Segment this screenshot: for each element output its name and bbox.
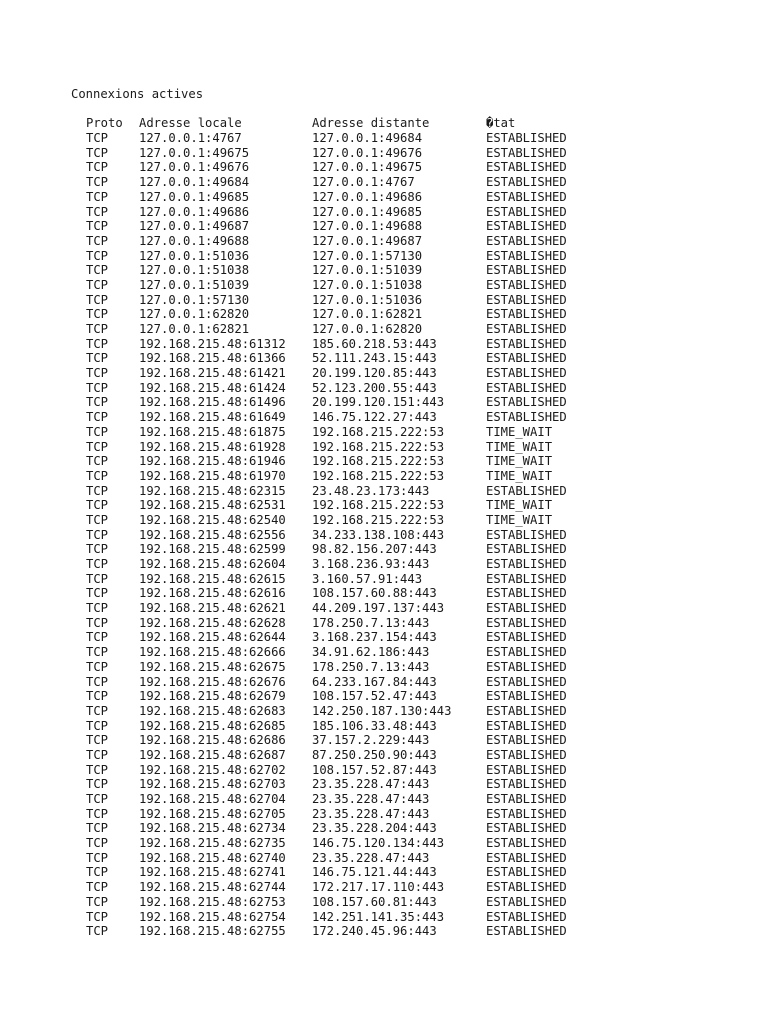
cell-proto: TCP <box>86 395 109 410</box>
cell-local-address: 192.168.215.48:62599 <box>139 542 286 557</box>
cell-remote-address: 146.75.120.134:443 <box>312 836 445 851</box>
cell-local-address: 127.0.0.1:62821 <box>139 322 250 337</box>
table-row <box>71 719 606 734</box>
cell-local-address: 127.0.0.1:51038 <box>139 263 250 278</box>
cell-state: ESTABLISHED <box>486 483 567 498</box>
connection-list <box>71 131 606 939</box>
cell-proto: TCP <box>86 336 109 351</box>
cell-state: ESTABLISHED <box>486 865 567 880</box>
table-row <box>71 704 606 719</box>
cell-remote-address: 108.157.52.47:443 <box>312 689 437 704</box>
cell-local-address: 192.168.215.48:62676 <box>139 674 286 689</box>
cell-state: ESTABLISHED <box>486 645 567 660</box>
cell-state: TIME_WAIT <box>486 498 553 513</box>
table-row <box>71 572 606 587</box>
cell-local-address: 192.168.215.48:62604 <box>139 557 286 572</box>
cell-remote-address: 127.0.0.1:51036 <box>312 292 423 307</box>
cell-remote-address: 127.0.0.1:49676 <box>312 145 423 160</box>
cell-state: ESTABLISHED <box>486 189 567 204</box>
cell-remote-address: 3.168.237.154:443 <box>312 630 437 645</box>
table-row <box>71 748 606 763</box>
table-row <box>71 263 606 278</box>
cell-remote-address: 192.168.215.222:53 <box>312 439 445 454</box>
cell-proto: TCP <box>86 483 109 498</box>
cell-local-address: 192.168.215.48:62744 <box>139 880 286 895</box>
table-row <box>71 234 606 249</box>
cell-state: ESTABLISHED <box>486 307 567 322</box>
table-row <box>71 131 606 146</box>
cell-local-address: 192.168.215.48:62540 <box>139 512 286 527</box>
cell-state: ESTABLISHED <box>486 380 567 395</box>
cell-proto: TCP <box>86 204 109 219</box>
cell-proto: TCP <box>86 703 109 718</box>
table-row <box>71 366 606 381</box>
table-row <box>71 792 606 807</box>
cell-state: ESTABLISHED <box>486 248 567 263</box>
cell-remote-address: 108.157.60.81:443 <box>312 894 437 909</box>
cell-state: ESTABLISHED <box>486 703 567 718</box>
table-row <box>71 219 606 234</box>
cell-local-address: 127.0.0.1:49685 <box>139 189 250 204</box>
cell-state: ESTABLISHED <box>486 586 567 601</box>
cell-local-address: 192.168.215.48:62666 <box>139 645 286 660</box>
table-row <box>71 146 606 161</box>
cell-proto: TCP <box>86 645 109 660</box>
cell-local-address: 192.168.215.48:62531 <box>139 498 286 513</box>
cell-local-address: 192.168.215.48:62679 <box>139 689 286 704</box>
cell-state: ESTABLISHED <box>486 821 567 836</box>
table-row <box>71 689 606 704</box>
cell-remote-address: 192.168.215.222:53 <box>312 454 445 469</box>
table-row <box>71 498 606 513</box>
cell-remote-address: 64.233.167.84:443 <box>312 674 437 689</box>
cell-local-address: 192.168.215.48:61421 <box>139 366 286 381</box>
cell-state: ESTABLISHED <box>486 395 567 410</box>
cell-proto: TCP <box>86 689 109 704</box>
cell-state: ESTABLISHED <box>486 747 567 762</box>
cell-state: ESTABLISHED <box>486 615 567 630</box>
netstat-output <box>71 87 606 939</box>
table-row <box>71 440 606 455</box>
table-row <box>71 454 606 469</box>
cell-state: ESTABLISHED <box>486 219 567 234</box>
cell-remote-address: 37.157.2.229:443 <box>312 733 430 748</box>
cell-state: ESTABLISHED <box>486 718 567 733</box>
cell-proto: TCP <box>86 542 109 557</box>
cell-remote-address: 108.157.52.87:443 <box>312 762 437 777</box>
table-row <box>71 777 606 792</box>
cell-proto: TCP <box>86 674 109 689</box>
table-row <box>71 616 606 631</box>
cell-local-address: 192.168.215.48:61970 <box>139 468 286 483</box>
cell-local-address: 192.168.215.48:62685 <box>139 718 286 733</box>
cell-proto: TCP <box>86 733 109 748</box>
cell-proto: TCP <box>86 307 109 322</box>
cell-remote-address: 192.168.215.222:53 <box>312 512 445 527</box>
cell-proto: TCP <box>86 277 109 292</box>
cell-remote-address: 185.60.218.53:443 <box>312 336 437 351</box>
cell-local-address: 192.168.215.48:62686 <box>139 733 286 748</box>
cell-local-address: 192.168.215.48:62621 <box>139 601 286 616</box>
cell-local-address: 127.0.0.1:4767 <box>139 131 242 146</box>
cell-remote-address: 178.250.7.13:443 <box>312 659 430 674</box>
cell-local-address: 192.168.215.48:61424 <box>139 380 286 395</box>
cell-state: ESTABLISHED <box>486 777 567 792</box>
table-row <box>71 410 606 425</box>
cell-state: ESTABLISHED <box>486 630 567 645</box>
cell-remote-address: 23.48.23.173:443 <box>312 483 430 498</box>
table-row <box>71 865 606 880</box>
cell-proto: TCP <box>86 792 109 807</box>
cell-state: ESTABLISHED <box>486 659 567 674</box>
cell-local-address: 127.0.0.1:49687 <box>139 219 250 234</box>
cell-state: ESTABLISHED <box>486 527 567 542</box>
cell-local-address: 127.0.0.1:49688 <box>139 233 250 248</box>
cell-local-address: 192.168.215.48:61649 <box>139 410 286 425</box>
cell-local-address: 192.168.215.48:62705 <box>139 806 286 821</box>
cell-proto: TCP <box>86 351 109 366</box>
cell-state: ESTABLISHED <box>486 850 567 865</box>
cell-remote-address: 127.0.0.1:57130 <box>312 248 423 263</box>
cell-local-address: 192.168.215.48:62703 <box>139 777 286 792</box>
cell-state: ESTABLISHED <box>486 336 567 351</box>
cell-state: ESTABLISHED <box>486 894 567 909</box>
cell-state: ESTABLISHED <box>486 674 567 689</box>
table-row <box>71 278 606 293</box>
cell-local-address: 192.168.215.48:62740 <box>139 850 286 865</box>
table-row <box>71 836 606 851</box>
cell-local-address: 192.168.215.48:62753 <box>139 894 286 909</box>
cell-proto: TCP <box>86 248 109 263</box>
cell-proto: TCP <box>86 454 109 469</box>
cell-proto: TCP <box>86 894 109 909</box>
cell-remote-address: 127.0.0.1:51039 <box>312 263 423 278</box>
cell-local-address: 192.168.215.48:62734 <box>139 821 286 836</box>
cell-remote-address: 3.160.57.91:443 <box>312 571 423 586</box>
cell-remote-address: 127.0.0.1:49675 <box>312 160 423 175</box>
cell-remote-address: 20.199.120.151:443 <box>312 395 445 410</box>
cell-local-address: 192.168.215.48:62754 <box>139 909 286 924</box>
cell-proto: TCP <box>86 131 109 146</box>
cell-proto: TCP <box>86 557 109 572</box>
table-row <box>71 425 606 440</box>
cell-state: ESTABLISHED <box>486 601 567 616</box>
table-row <box>71 733 606 748</box>
cell-state: ESTABLISHED <box>486 322 567 337</box>
cell-local-address: 127.0.0.1:49676 <box>139 160 250 175</box>
cell-proto: TCP <box>86 909 109 924</box>
cell-state: ESTABLISHED <box>486 762 567 777</box>
cell-state: ESTABLISHED <box>486 263 567 278</box>
cell-proto: TCP <box>86 160 109 175</box>
cell-proto: TCP <box>86 762 109 777</box>
header-local-address: Adresse locale <box>139 116 242 131</box>
cell-state: ESTABLISHED <box>486 410 567 425</box>
cell-local-address: 192.168.215.48:62741 <box>139 865 286 880</box>
cell-proto: TCP <box>86 219 109 234</box>
header-remote-address: Adresse distante <box>312 116 430 131</box>
cell-state: ESTABLISHED <box>486 836 567 851</box>
header-proto: Proto <box>86 116 123 131</box>
cell-state: ESTABLISHED <box>486 909 567 924</box>
cell-remote-address: 192.168.215.222:53 <box>312 468 445 483</box>
cell-proto: TCP <box>86 571 109 586</box>
table-row <box>71 645 606 660</box>
cell-proto: TCP <box>86 865 109 880</box>
page-title: Connexions actives <box>71 87 204 101</box>
cell-proto: TCP <box>86 175 109 190</box>
cell-proto: TCP <box>86 836 109 851</box>
table-row <box>71 851 606 866</box>
cell-remote-address: 23.35.228.47:443 <box>312 806 430 821</box>
cell-local-address: 192.168.215.48:62675 <box>139 659 286 674</box>
cell-remote-address: 34.91.62.186:443 <box>312 645 430 660</box>
table-row <box>71 910 606 925</box>
cell-state: ESTABLISHED <box>486 366 567 381</box>
table-row <box>71 924 606 939</box>
cell-remote-address: 127.0.0.1:49684 <box>312 131 423 146</box>
table-row <box>71 351 606 366</box>
table-row <box>71 660 606 675</box>
cell-proto: TCP <box>86 498 109 513</box>
cell-proto: TCP <box>86 439 109 454</box>
cell-state: ESTABLISHED <box>486 204 567 219</box>
cell-state: TIME_WAIT <box>486 439 553 454</box>
cell-remote-address: 127.0.0.1:4767 <box>312 175 415 190</box>
cell-local-address: 127.0.0.1:62820 <box>139 307 250 322</box>
table-row <box>71 293 606 308</box>
cell-remote-address: 172.240.45.96:443 <box>312 924 437 939</box>
cell-state: ESTABLISHED <box>486 160 567 175</box>
cell-remote-address: 185.106.33.48:443 <box>312 718 437 733</box>
cell-remote-address: 127.0.0.1:62821 <box>312 307 423 322</box>
cell-local-address: 192.168.215.48:62616 <box>139 586 286 601</box>
cell-local-address: 127.0.0.1:51036 <box>139 248 250 263</box>
cell-local-address: 192.168.215.48:62702 <box>139 762 286 777</box>
cell-state: ESTABLISHED <box>486 131 567 146</box>
table-row <box>71 160 606 175</box>
cell-state: ESTABLISHED <box>486 792 567 807</box>
table-row <box>71 821 606 836</box>
table-row <box>71 880 606 895</box>
cell-local-address: 192.168.215.48:61875 <box>139 424 286 439</box>
cell-local-address: 127.0.0.1:49675 <box>139 145 250 160</box>
cell-proto: TCP <box>86 322 109 337</box>
cell-proto: TCP <box>86 777 109 792</box>
cell-state: ESTABLISHED <box>486 233 567 248</box>
cell-proto: TCP <box>86 747 109 762</box>
table-row <box>71 190 606 205</box>
cell-remote-address: 23.35.228.204:443 <box>312 821 437 836</box>
cell-remote-address: 98.82.156.207:443 <box>312 542 437 557</box>
cell-proto: TCP <box>86 718 109 733</box>
cell-state: TIME_WAIT <box>486 454 553 469</box>
table-row <box>71 675 606 690</box>
cell-remote-address: 3.168.236.93:443 <box>312 557 430 572</box>
cell-proto: TCP <box>86 424 109 439</box>
table-row <box>71 469 606 484</box>
table-row <box>71 381 606 396</box>
cell-remote-address: 142.251.141.35:443 <box>312 909 445 924</box>
table-row <box>71 557 606 572</box>
cell-state: ESTABLISHED <box>486 351 567 366</box>
table-row <box>71 205 606 220</box>
cell-local-address: 127.0.0.1:57130 <box>139 292 250 307</box>
cell-proto: TCP <box>86 292 109 307</box>
cell-proto: TCP <box>86 145 109 160</box>
cell-proto: TCP <box>86 601 109 616</box>
cell-remote-address: 127.0.0.1:49688 <box>312 219 423 234</box>
table-row <box>71 513 606 528</box>
table-row <box>71 630 606 645</box>
cell-remote-address: 142.250.187.130:443 <box>312 703 452 718</box>
cell-proto: TCP <box>86 924 109 939</box>
cell-remote-address: 23.35.228.47:443 <box>312 850 430 865</box>
cell-remote-address: 34.233.138.108:443 <box>312 527 445 542</box>
table-row <box>71 586 606 601</box>
cell-state: TIME_WAIT <box>486 424 553 439</box>
cell-local-address: 192.168.215.48:61946 <box>139 454 286 469</box>
cell-proto: TCP <box>86 659 109 674</box>
cell-remote-address: 52.123.200.55:443 <box>312 380 437 395</box>
cell-remote-address: 127.0.0.1:49686 <box>312 189 423 204</box>
table-row <box>71 528 606 543</box>
cell-proto: TCP <box>86 263 109 278</box>
table-row <box>71 542 606 557</box>
table-row <box>71 895 606 910</box>
cell-remote-address: 127.0.0.1:51038 <box>312 277 423 292</box>
cell-state: ESTABLISHED <box>486 542 567 557</box>
cell-state: ESTABLISHED <box>486 557 567 572</box>
cell-remote-address: 44.209.197.137:443 <box>312 601 445 616</box>
cell-state: ESTABLISHED <box>486 277 567 292</box>
cell-local-address: 192.168.215.48:61496 <box>139 395 286 410</box>
cell-local-address: 192.168.215.48:62687 <box>139 747 286 762</box>
cell-remote-address: 192.168.215.222:53 <box>312 498 445 513</box>
cell-remote-address: 52.111.243.15:443 <box>312 351 437 366</box>
cell-local-address: 192.168.215.48:62615 <box>139 571 286 586</box>
cell-state: ESTABLISHED <box>486 806 567 821</box>
table-row <box>71 249 606 264</box>
cell-local-address: 192.168.215.48:62735 <box>139 836 286 851</box>
cell-local-address: 127.0.0.1:49686 <box>139 204 250 219</box>
cell-local-address: 192.168.215.48:62683 <box>139 703 286 718</box>
cell-remote-address: 127.0.0.1:49685 <box>312 204 423 219</box>
cell-remote-address: 146.75.122.27:443 <box>312 410 437 425</box>
cell-local-address: 127.0.0.1:49684 <box>139 175 250 190</box>
cell-local-address: 192.168.215.48:61928 <box>139 439 286 454</box>
cell-remote-address: 20.199.120.85:443 <box>312 366 437 381</box>
header-state: �tat <box>486 116 516 131</box>
cell-state: ESTABLISHED <box>486 292 567 307</box>
cell-state: ESTABLISHED <box>486 175 567 190</box>
cell-proto: TCP <box>86 880 109 895</box>
cell-proto: TCP <box>86 850 109 865</box>
cell-proto: TCP <box>86 586 109 601</box>
cell-remote-address: 178.250.7.13:443 <box>312 615 430 630</box>
table-row <box>71 307 606 322</box>
cell-remote-address: 87.250.250.90:443 <box>312 747 437 762</box>
cell-proto: TCP <box>86 821 109 836</box>
cell-local-address: 192.168.215.48:62628 <box>139 615 286 630</box>
cell-proto: TCP <box>86 527 109 542</box>
table-row <box>71 807 606 822</box>
cell-remote-address: 172.217.17.110:443 <box>312 880 445 895</box>
cell-local-address: 192.168.215.48:62556 <box>139 527 286 542</box>
table-row <box>71 601 606 616</box>
table-row <box>71 322 606 337</box>
cell-remote-address: 192.168.215.222:53 <box>312 424 445 439</box>
cell-remote-address: 146.75.121.44:443 <box>312 865 437 880</box>
cell-remote-address: 23.35.228.47:443 <box>312 777 430 792</box>
cell-state: TIME_WAIT <box>486 468 553 483</box>
cell-local-address: 192.168.215.48:62315 <box>139 483 286 498</box>
cell-proto: TCP <box>86 189 109 204</box>
table-row <box>71 484 606 499</box>
cell-proto: TCP <box>86 615 109 630</box>
cell-local-address: 192.168.215.48:62704 <box>139 792 286 807</box>
cell-state: ESTABLISHED <box>486 880 567 895</box>
cell-state: ESTABLISHED <box>486 145 567 160</box>
cell-local-address: 192.168.215.48:62644 <box>139 630 286 645</box>
table-row <box>71 175 606 190</box>
cell-proto: TCP <box>86 233 109 248</box>
cell-remote-address: 108.157.60.88:443 <box>312 586 437 601</box>
table-row <box>71 337 606 352</box>
cell-state: TIME_WAIT <box>486 512 553 527</box>
table-row <box>71 763 606 778</box>
cell-remote-address: 127.0.0.1:49687 <box>312 233 423 248</box>
cell-proto: TCP <box>86 366 109 381</box>
cell-proto: TCP <box>86 380 109 395</box>
cell-remote-address: 127.0.0.1:62820 <box>312 322 423 337</box>
cell-state: ESTABLISHED <box>486 571 567 586</box>
cell-state: ESTABLISHED <box>486 924 567 939</box>
cell-proto: TCP <box>86 468 109 483</box>
cell-state: ESTABLISHED <box>486 733 567 748</box>
table-row <box>71 395 606 410</box>
cell-local-address: 192.168.215.48:61312 <box>139 336 286 351</box>
cell-proto: TCP <box>86 806 109 821</box>
cell-proto: TCP <box>86 630 109 645</box>
cell-remote-address: 23.35.228.47:443 <box>312 792 430 807</box>
cell-proto: TCP <box>86 410 109 425</box>
table-header <box>71 116 606 131</box>
cell-local-address: 127.0.0.1:51039 <box>139 277 250 292</box>
cell-state: ESTABLISHED <box>486 689 567 704</box>
cell-local-address: 192.168.215.48:62755 <box>139 924 286 939</box>
cell-proto: TCP <box>86 512 109 527</box>
cell-local-address: 192.168.215.48:61366 <box>139 351 286 366</box>
